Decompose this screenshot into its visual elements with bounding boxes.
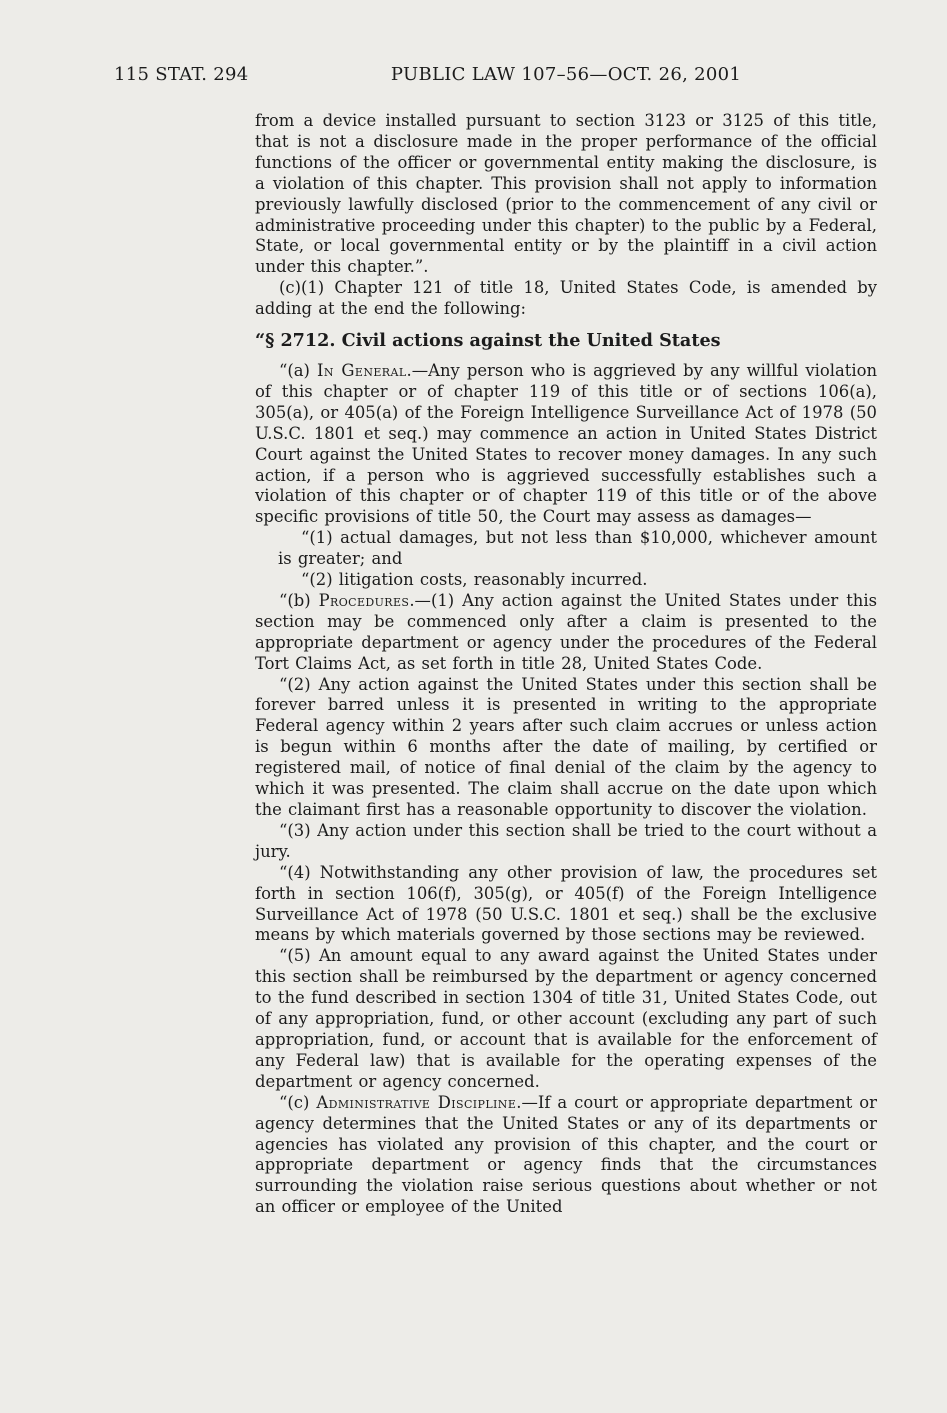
- stat-page-number: 115 STAT. 294: [114, 64, 249, 85]
- paragraph: [255, 591, 877, 675]
- paragraph: [255, 863, 877, 947]
- text-run: “(2) Any action against the United States under this section shall be forever barred unless it is presented in writing to the appropriate Federal agency within 2 years after such claim accrues or unless action is begun within 6 months after the date of mailing, by certified or registered mail, of notice of final denial of the claim by the agency to which it was presented. The claim shall accrue on the date upon which the claimant first has a reasonable opportunity to discover the violation.: [255, 674, 877, 819]
- paragraph: [255, 946, 877, 1092]
- text-run: “(c): [279, 1092, 317, 1112]
- page-header: [0, 64, 947, 90]
- text-run: “(a): [279, 360, 318, 380]
- text-run: .—(1) Any action against the United States under this section may be commenced only after a claim is presented to the appropriate department or agency under the procedures of the Federal Tort Claims Act, as set forth in title 28, United States Code.: [255, 590, 877, 673]
- text-run: “(3) Any action under this section shall be tried to the court without a jury.: [255, 820, 877, 861]
- text-run: “(4) Notwithstanding any other provision of law, the procedures set forth in section 106(f), 305(g), or 405(f) of the Foreign Intelligence Surveillance Act of 1978 (50 U.S.C. 1801 et seq.) shall be the exclusive means by which materials governed by those sections may be reviewed.: [255, 862, 877, 945]
- text-run: from a device installed pursuant to section 3123 or 3125 of this title, that is not a disclosure made in the proper performance of the official functions of the officer or governmental entity making the disclosure, is a violation of this chapter. This provision shall not apply to information previously lawfully disclosed (prior to the commencement of any civil or administrative proceeding under this chapter) to the public by a Federal, State, or local governmental entity or by the plaintiff in a civil action under this chapter.”.: [255, 111, 877, 277]
- paragraph: [255, 361, 877, 528]
- text-run: “(2) litigation costs, reasonably incurred.: [301, 570, 648, 590]
- paragraph: [255, 675, 877, 821]
- paragraph: [255, 111, 877, 278]
- text-run: “(b): [279, 590, 319, 610]
- document-body: [255, 111, 877, 1218]
- paragraph: [278, 570, 877, 591]
- paragraph: [255, 278, 877, 320]
- text-run: .—If a court or appropriate department or agency determines that the United States or any of its departments or agencies has violated any provision of this chapter, and the court or appropriate department or agency finds that the circumstances surrounding the violation raise serious questions about whether or not an officer or employee of the United: [255, 1092, 877, 1217]
- smallcaps-run: In General: [317, 360, 407, 380]
- section-heading: [255, 331, 877, 352]
- text-run: “(5) An amount equal to any award against the United States under this section shall be reimbursed by the department or agency concerned to the fund described in section 1304 of title 31, United States Code, out of any appropriation, fund, or other account (excluding any part of such appropriation, fund, or account that is available for the enforcement of any Federal law) that is available for the operating expenses of the department or agency concerned.: [255, 946, 877, 1091]
- text-run: (c)(1) Chapter 121 of title 18, United States Code, is amended by adding at the end the following:: [255, 278, 877, 319]
- text-run: “§ 2712. Civil actions against the United States: [255, 330, 721, 352]
- paragraph: [255, 1093, 877, 1218]
- paragraph: [255, 821, 877, 863]
- smallcaps-run: Administrative Discipline: [316, 1092, 517, 1112]
- text-run: “(1) actual damages, but not less than $10,000, whichever amount is greater; and: [278, 528, 877, 569]
- public-law-title: PUBLIC LAW 107–56—OCT. 26, 2001: [390, 64, 742, 85]
- smallcaps-run: Procedures: [318, 590, 410, 610]
- text-run: .—Any person who is aggrieved by any willful violation of this chapter or of chapter 119 of this title or of sections 106(a), 305(a), or 405(a) of the Foreign Intelligence Surveillance Act of 1978 (50 U.S.C. 1801 et seq.) may commence an action in United States District Court against the United States to recover money damages. In any such action, if a person who is aggrieved successfully establishes such a violation of this chapter or of chapter 119 of this title or of the above specific provisions of title 50, the Court may assess as damages—: [255, 360, 877, 527]
- paragraph: [278, 528, 877, 570]
